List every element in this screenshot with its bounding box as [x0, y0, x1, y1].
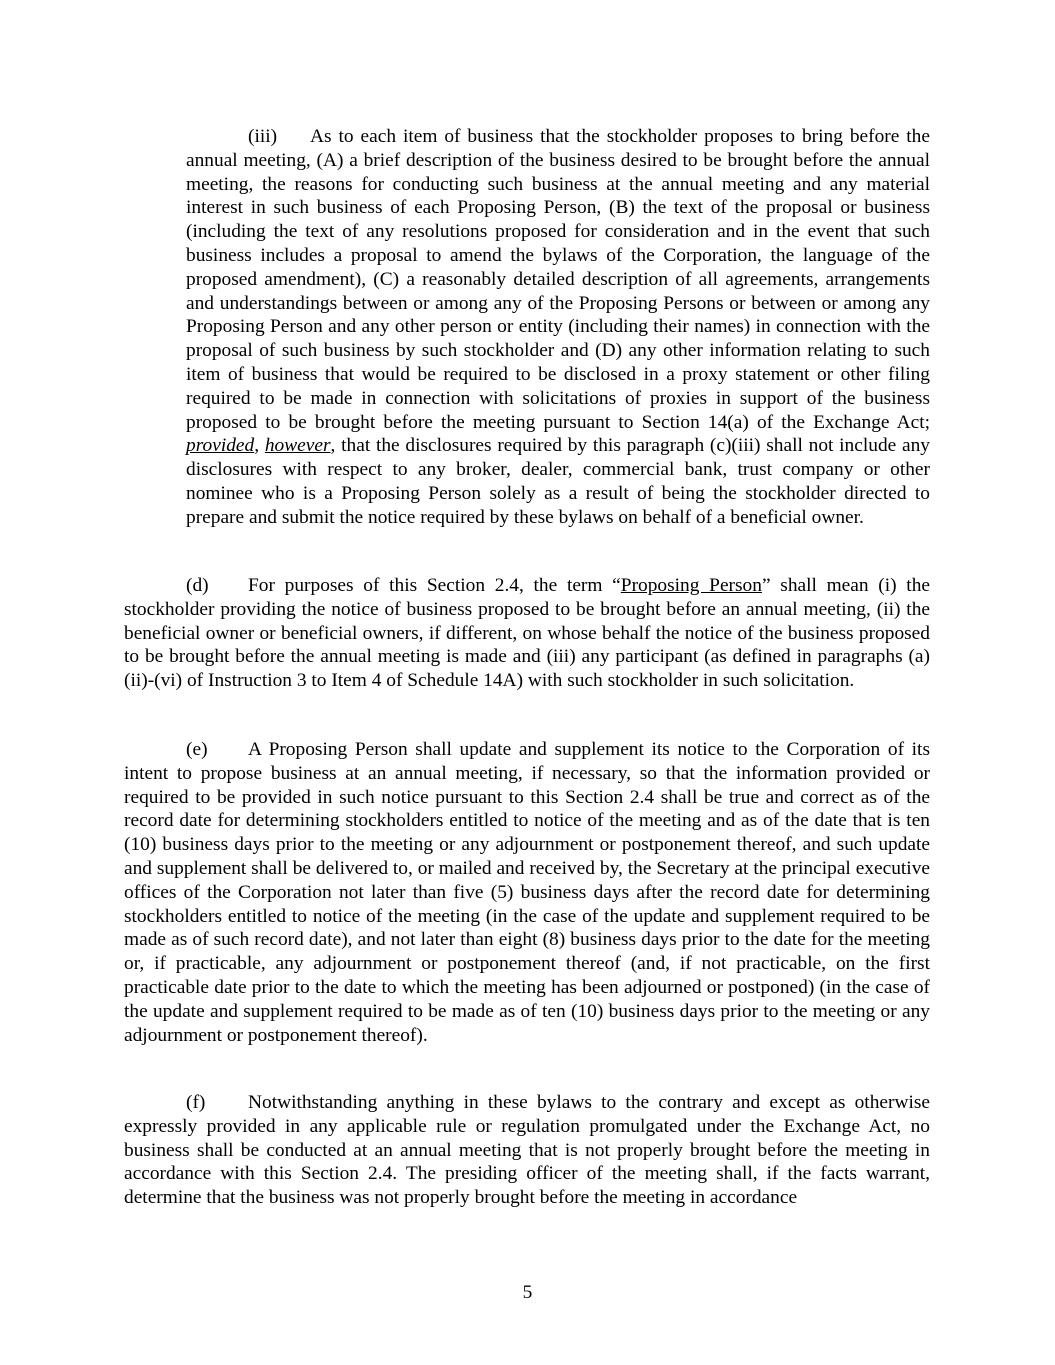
paragraph-iii-text: As to each item of business that the stockholder proposes to bring before the annual meeting, (A) a brief description of the business desired to be brought before the annual meeting, the reasons for conducting such business at the annual meeting and any material interest in such business of each Proposing Person, (B) the text of the proposal or business (including the text of any resolutions proposed for consideration and in the event that such business includes a proposal to amend the bylaws of the Corporation, the language of the proposed amendment), (C) a reasonably detailed description of all agreements, arrangements and understandings between or among any of the Proposing Persons or between or among any Proposing Person and any other person or entity (including their names) in connection with the proposal of such business by such stockholder and (D) any other information relating to such item of business that would be required to be disclosed in a proxy statement or other filing required to be made in connection with solicitations of proxies in support of the business proposed to be brought before the meeting pursuant to Section 14(a) of the Exchange Act;	[186, 126, 930, 433]
paragraph-f-text: Notwithstanding anything in these bylaws to the contrary and except as otherwise expressly provided in any applicable rule or regulation promulgated under the Exchange Act, no business shall be conducted at an annual meeting that is not properly brought before the meeting in accordance with this Section 2.4. The presiding officer of the meeting shall, if the facts warrant, determine that the business was not properly brought before the meeting in accordance	[124, 1092, 930, 1209]
paragraph-e	[124, 738, 930, 1047]
paragraph-iii-label: (iii)	[248, 126, 278, 147]
paragraph-d-text-continued: ” shall mean (i) the stockholder providing the notice of business proposed to be brought before an annual meeting, (ii) the beneficial owner or beneficial owners, if different, on whose behalf the notice of the business proposed to be brought before the annual meeting is made and (iii) any participant (as defined in paragraphs (a)(ii)-(vi) of Instruction 3 to Item 4 of Schedule 14A) with such stockholder in such solicitation.	[124, 575, 930, 692]
emphasis-however: however	[264, 435, 331, 457]
paragraph-d	[124, 574, 930, 693]
emphasis-provided: provided	[186, 435, 255, 457]
paragraph-e-label: (e)	[186, 739, 208, 760]
paragraph-f	[124, 1091, 930, 1210]
defined-term-proposing-person: Proposing Person	[620, 575, 762, 596]
paragraph-d-text: For purposes of this Section 2.4, the term “	[248, 575, 621, 596]
paragraph-f-label: (f)	[186, 1092, 206, 1113]
paragraph-d-label: (d)	[186, 575, 209, 596]
paragraph-e-text: A Proposing Person shall update and supplement its notice to the Corporation of its intent to propose business at an annual meeting, if necessary, so that the information provided or required to be provided in such notice pursuant to this Section 2.4 shall be true and correct as of the record date for determining stockholders entitled to notice of the meeting and as of the date that is ten (10) business days prior to the meeting or any adjournment or postponement thereof, and such update and supplement shall be delivered to, or mailed and received by, the Secretary at the principal executive offices of the Corporation not later than five (5) business days after the record date for determining stockholders entitled to notice of the meeting (in the case of the update and supplement required to be made as of such record date), and not later than eight (8) business days prior to the date for the meeting or, if practicable, any adjournment or postponement thereof (and, if not practicable, on the first practicable date prior to the date to which the meeting has been adjourned or postponed) (in the case of the update and supplement required to be made as of ten (10) business days prior to the meeting or any adjournment or postponement thereof).	[124, 739, 930, 1046]
page-number: 5	[522, 1282, 533, 1303]
paragraph-iii-text-continued: , that the disclosures required by this paragraph (c)(iii) shall not include any disclosures with respect to any broker, dealer, commercial bank, trust company or other nominee who is a Proposing Person solely as a result of being the stockholder directed to prepare and submit the notice required by these bylaws on behalf of a beneficial owner.	[186, 435, 930, 528]
paragraph-iii: (iii) As to each item of business that the stockholder proposes to bring before the annual meeting, (A) a brief description of the business desired to be brought before the annual meeting, the reasons for conducting such business at the annual meeting and any material interest in such business of each Proposing Person, (B) the text of the proposal or business (including the text of any resolutions proposed for consideration and in the event that such business includes a proposal to amend the bylaws of the Corporation, the language of the proposed amendment), (C) a reasonably detailed description of all agreements, arrangements and understandings between or among any of the Proposing Persons or between or among any Proposing Person and any other person or entity (including their names) in connection with the proposal of such business by such stockholder and (D) any other information relating to such item of business that would be required to be disclosed in a proxy statement or other filing required to be made in connection with solicitations of proxies in support of the business proposed to be brought before the meeting pursuant to Section 14(a) of the Exchange Act; provided, however, that the disclosures required by this paragraph (c)(iii) shall not include any disclosures with respect to any broker, dealer, commercial bank, trust company or other nominee who is a Proposing Person solely as a result of being the stockholder directed to prepare and submit the notice required by these bylaws on behalf of a beneficial owner.	[186, 126, 930, 528]
